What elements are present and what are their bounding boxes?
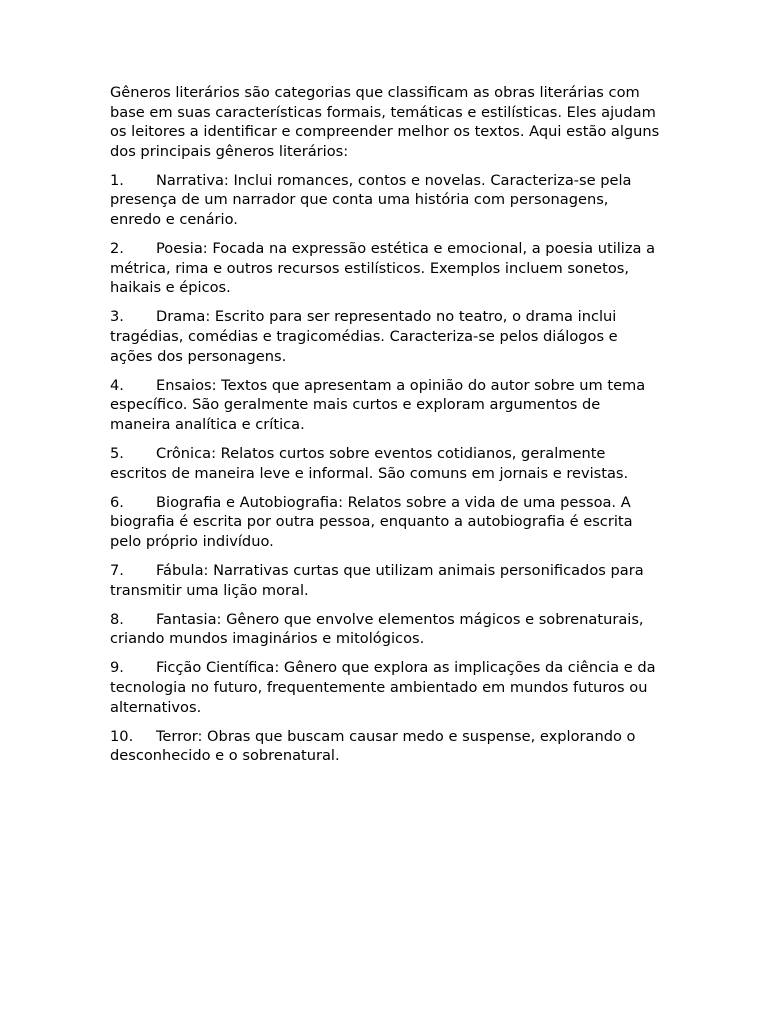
list-item-text: Biografia e Autobiografia: Relatos sobre a vida de uma pessoa. A biografia é escrita por outra pessoa, enquanto a autobiografia é escrita pelo próprio indivíduo. bbox=[110, 493, 633, 550]
list-item-number: 9. bbox=[110, 659, 124, 677]
list-item-number: 10. bbox=[110, 727, 134, 745]
list-item-text: Fábula: Narrativas curtas que utilizam animais personificados para transmitir uma lição moral. bbox=[110, 561, 644, 599]
list-item bbox=[110, 307, 660, 366]
list-item-number: 3. bbox=[110, 308, 124, 326]
list-item bbox=[110, 727, 660, 766]
list-item-text: Ficção Científica: Gênero que explora as implicações da ciência e da tecnologia no futuro, frequentemente ambientado em mundos futuros ou alternativos. bbox=[110, 659, 656, 716]
list-item-text: Fantasia: Gênero que envolve elementos mágicos e sobrenaturais, criando mundos imaginários e mitológicos. bbox=[110, 610, 644, 648]
list-item bbox=[110, 561, 660, 600]
list-item-text: Poesia: Focada na expressão estética e emocional, a poesia utiliza a métrica, rima e outros recursos estilísticos. Exemplos incluem sonetos, haikais e épicos. bbox=[110, 240, 656, 297]
list-item-text: Crônica: Relatos curtos sobre eventos cotidianos, geralmente escritos de maneira leve e informal. São comuns em jornais e revistas. bbox=[110, 445, 629, 482]
list-item-text: Terror: Obras que buscam causar medo e suspense, explorando o desconhecido e o sobrenatural. bbox=[110, 727, 636, 765]
list-item-number: 2. bbox=[110, 240, 124, 258]
list-item bbox=[110, 239, 660, 298]
list-item-text: Narrativa: Inclui romances, contos e novelas. Caracteriza-se pela presença de um narrador que conta uma história com personagens, enredo e cenário. bbox=[110, 171, 632, 229]
document-page bbox=[110, 83, 660, 775]
intro-paragraph: Gêneros literários são categorias que classificam as obras literárias com base em suas características formais, temáticas e estilísticas. Eles ajudam os leitores a identificar e compreender melhor os textos. Aqui estão alguns dos principais gêneros literários: bbox=[110, 84, 660, 160]
list-item-number: 1. bbox=[110, 171, 124, 189]
list-item bbox=[110, 444, 660, 483]
list-item bbox=[110, 171, 660, 230]
list-item bbox=[110, 376, 660, 435]
list-item-number: 8. bbox=[110, 610, 124, 628]
list-item-number: 6. bbox=[110, 493, 124, 511]
list-item-number: 5. bbox=[110, 445, 124, 462]
list-item-text: Ensaios: Textos que apresentam a opinião do autor sobre um tema específico. São geralmente mais curtos e exploram argumentos de maneira analítica e crítica. bbox=[110, 376, 646, 433]
list-item-number: 4. bbox=[110, 376, 124, 394]
list-item bbox=[110, 610, 660, 649]
list-item-text: Drama: Escrito para ser representado no teatro, o drama inclui tragédias, comédias e tragicomédias. Caracteriza-se pelos diálogos e ações dos personagens. bbox=[110, 308, 618, 365]
list-item bbox=[110, 658, 660, 717]
list-item-number: 7. bbox=[110, 561, 124, 579]
list-item bbox=[110, 493, 660, 552]
